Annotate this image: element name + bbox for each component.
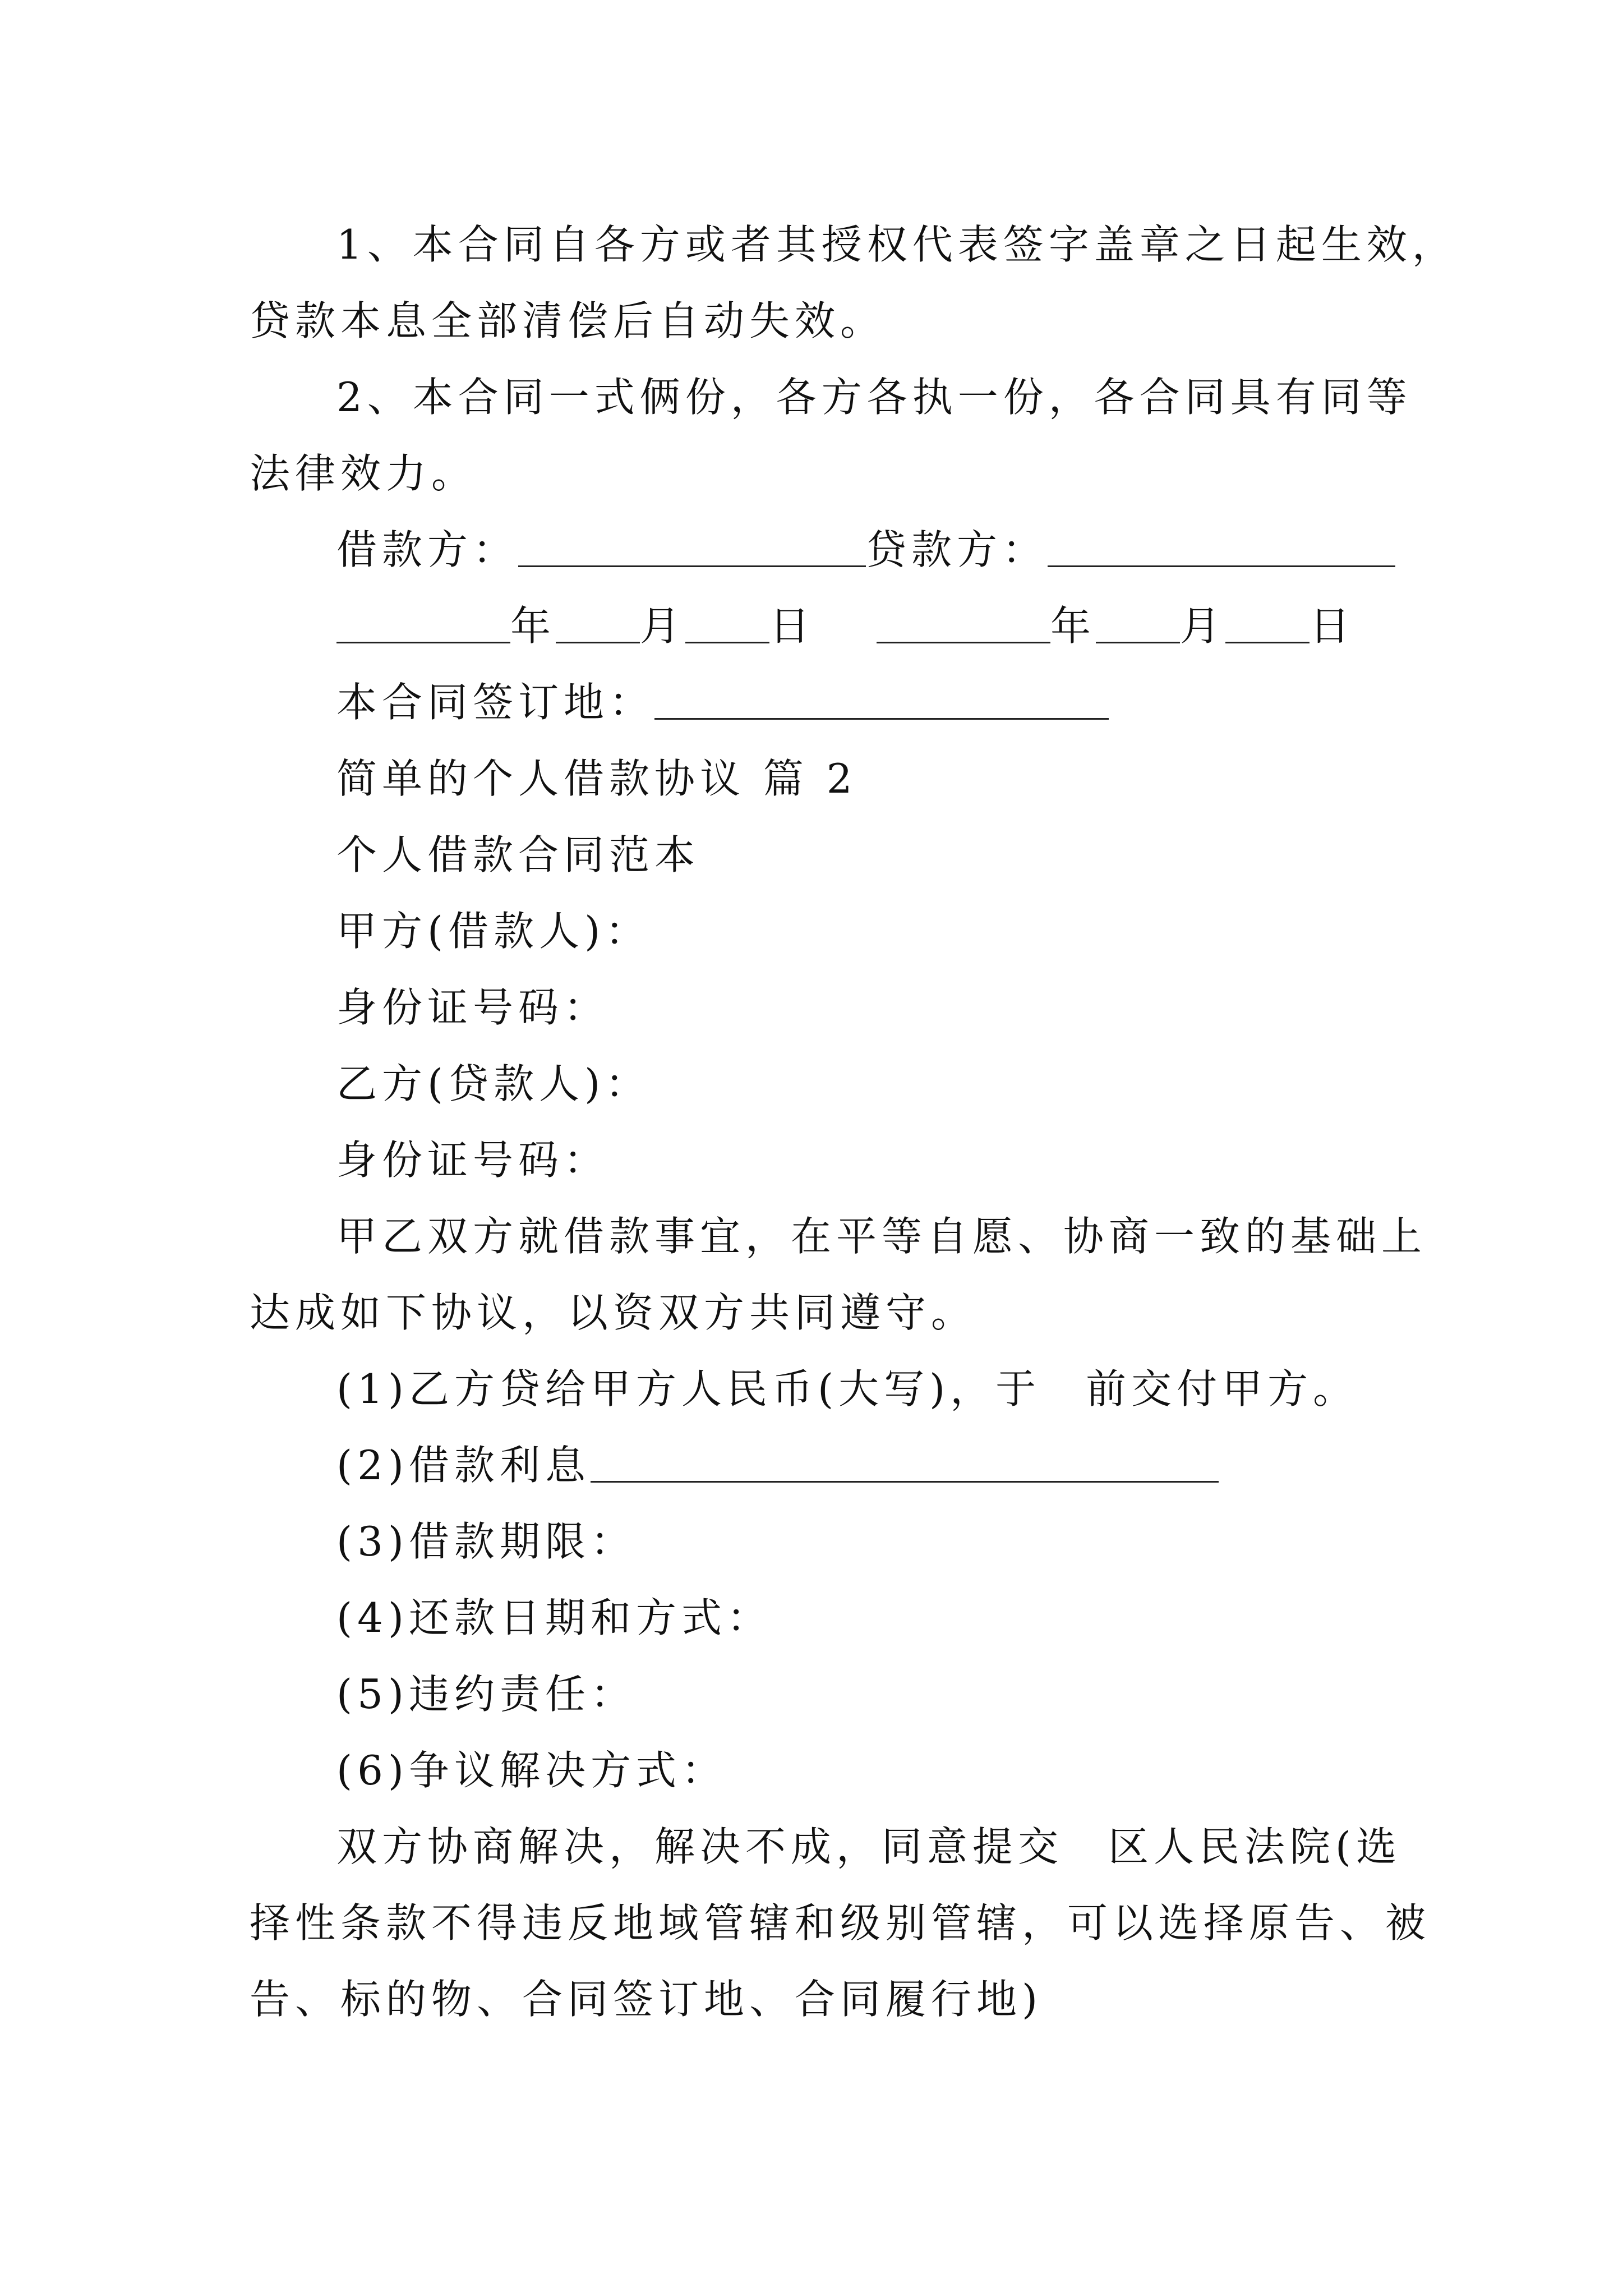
- lender-signature-blank[interactable]: [1048, 532, 1395, 567]
- signing-place-blank[interactable]: [654, 684, 1109, 720]
- item-5: (5)违约责任：: [336, 1671, 636, 1718]
- month-label: 月: [1180, 602, 1226, 650]
- section-heading: 简单的个人借款协议 篇 2: [336, 755, 857, 802]
- item-1-text-a: (1)乙方贷给甲方人民币(大写)，于: [336, 1365, 1041, 1412]
- clause-1-line-2: 贷款本息全部清偿后自动失效。: [250, 297, 886, 344]
- borrower-day-blank[interactable]: [685, 608, 769, 643]
- year-label: 年: [1050, 602, 1096, 650]
- dispute-line-3: 告、标的物、合同签订地、合同履行地): [250, 1976, 1043, 2023]
- lender-label: 贷款方：: [866, 526, 1048, 573]
- month-label: 月: [640, 602, 686, 650]
- party-b-id-label: 身份证号码：: [336, 1137, 610, 1184]
- item-1: [336, 1365, 1359, 1412]
- dispute-line-1: [336, 1823, 1402, 1870]
- dispute-line-2: 择性条款不得违反地域管辖和级别管辖，可以选择原告、被: [250, 1899, 1431, 1947]
- intro-line-1: 甲乙双方就借款事宜，在平等自愿、协商一致的基础上: [336, 1213, 1427, 1260]
- item-1-text-b: 前交付甲方。: [1086, 1365, 1359, 1412]
- clause-2-line-2: 法律效力。: [250, 450, 477, 497]
- item-6: (6)争议解决方式：: [336, 1747, 727, 1794]
- borrower-year-blank[interactable]: [336, 608, 510, 643]
- item-2-text: (2)借款利息: [336, 1442, 591, 1489]
- signature-date-row: [336, 602, 1355, 650]
- day-label: 日: [1310, 602, 1355, 650]
- lender-day-blank[interactable]: [1225, 608, 1310, 643]
- borrower-month-blank[interactable]: [556, 608, 640, 643]
- dispute-text-a: 双方协商解决，解决不成，同意提交: [336, 1823, 1064, 1870]
- day-label: 日: [769, 602, 815, 650]
- interest-blank[interactable]: [591, 1447, 1219, 1483]
- borrower-label: 借款方：: [336, 526, 519, 573]
- item-4: (4)还款日期和方式：: [336, 1594, 772, 1641]
- party-a-label: 甲方(借款人)：: [336, 908, 651, 955]
- lender-month-blank[interactable]: [1096, 608, 1180, 643]
- clause-2-line-1: 2、本合同一式俩份，各方各执一份，各合同具有同等: [336, 374, 1412, 421]
- party-b-label: 乙方(贷款人)：: [336, 1060, 651, 1107]
- signing-place-label: 本合同签订地：: [336, 679, 655, 726]
- dispute-text-b: 区人民法院(选: [1108, 1823, 1402, 1870]
- intro-line-2: 达成如下协议，以资双方共同遵守。: [250, 1289, 977, 1336]
- signature-parties-row: [336, 526, 1395, 573]
- clause-1-line-1: 1、本合同自各方或者其授权代表签字盖章之日起生效，: [336, 221, 1458, 268]
- item-3: (3)借款期限：: [336, 1518, 636, 1565]
- contract-title: 个人借款合同范本: [336, 831, 700, 878]
- party-a-id-label: 身份证号码：: [336, 984, 610, 1031]
- signing-place-row: [336, 679, 1109, 726]
- item-2: [336, 1442, 1219, 1489]
- year-label: 年: [510, 602, 556, 650]
- lender-year-blank[interactable]: [877, 608, 1050, 643]
- borrower-signature-blank[interactable]: [518, 532, 866, 567]
